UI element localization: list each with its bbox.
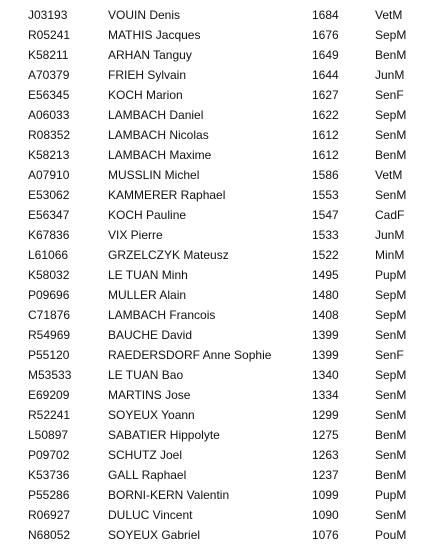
player-id: R06927	[28, 508, 71, 522]
player-name: ARHAN Tanguy	[108, 48, 192, 62]
player-rating: 1586	[312, 168, 339, 182]
player-name: VIX Pierre	[108, 228, 163, 242]
player-rating: 1275	[312, 428, 339, 442]
player-id: R05241	[28, 28, 71, 42]
player-rating: 1340	[312, 368, 339, 382]
player-rating: 1408	[312, 308, 339, 322]
player-rating: 1495	[312, 268, 339, 282]
player-name: LAMBACH Maxime	[108, 148, 212, 162]
player-category: SenM	[375, 508, 407, 522]
player-id: K58032	[28, 268, 70, 282]
player-name: GALL Raphael	[108, 468, 187, 482]
player-row	[0, 365, 433, 385]
player-name: BAUCHE David	[108, 328, 193, 342]
player-row	[0, 345, 433, 365]
player-rating: 1334	[312, 388, 339, 402]
player-name: BORNI-KERN Valentin	[108, 488, 230, 502]
player-id: K58211	[28, 48, 69, 62]
player-id: L50897	[28, 428, 69, 442]
player-row	[0, 405, 433, 425]
player-id: L61066	[28, 248, 69, 262]
player-row	[0, 145, 433, 165]
player-row	[0, 45, 433, 65]
player-rating: 1522	[312, 248, 339, 262]
player-category: BenM	[375, 428, 407, 442]
player-row	[0, 265, 433, 285]
player-category: MinM	[375, 248, 405, 262]
player-row	[0, 505, 433, 525]
player-row	[0, 465, 433, 485]
player-row	[0, 445, 433, 465]
player-id: N68052	[28, 528, 71, 542]
player-row	[0, 185, 433, 205]
player-row	[0, 325, 433, 345]
player-row	[0, 165, 433, 185]
player-id: P55120	[28, 348, 70, 362]
player-category: SenM	[375, 188, 407, 202]
player-id: P09696	[28, 288, 70, 302]
player-id: K53736	[28, 468, 70, 482]
player-category: SepM	[375, 368, 407, 382]
player-name: DULUC Vincent	[108, 508, 193, 522]
player-id: A06033	[28, 108, 70, 122]
player-id: C71876	[28, 308, 71, 322]
player-name: KAMMERER Raphael	[108, 188, 226, 202]
player-id: K67836	[28, 228, 70, 242]
player-row	[0, 305, 433, 325]
player-id: J03193	[28, 8, 68, 22]
player-id: P09702	[28, 448, 70, 462]
player-id: P55286	[28, 488, 70, 502]
player-id: R54969	[28, 328, 71, 342]
player-rating: 1480	[312, 288, 339, 302]
player-row	[0, 5, 433, 25]
player-name: KOCH Marion	[108, 88, 183, 102]
player-row	[0, 225, 433, 245]
player-row	[0, 485, 433, 505]
player-category: SenM	[375, 408, 407, 422]
player-id: A07910	[28, 168, 70, 182]
player-row	[0, 245, 433, 265]
player-rating: 1299	[312, 408, 339, 422]
player-category: SepM	[375, 28, 407, 42]
player-id: E53062	[28, 188, 70, 202]
player-rating: 1547	[312, 208, 339, 222]
player-category: CadF	[375, 208, 405, 222]
player-list	[0, 5, 433, 545]
player-category: BenM	[375, 148, 407, 162]
player-rating: 1399	[312, 348, 339, 362]
player-row	[0, 85, 433, 105]
player-rating: 1263	[312, 448, 339, 462]
player-row	[0, 205, 433, 225]
player-rating: 1399	[312, 328, 339, 342]
player-category: PouM	[375, 528, 407, 542]
player-name: SOYEUX Gabriel	[108, 528, 201, 542]
player-rating: 1533	[312, 228, 339, 242]
player-rating: 1090	[312, 508, 339, 522]
player-category: BenM	[375, 48, 407, 62]
player-name: LAMBACH Francois	[108, 308, 216, 322]
player-name: LAMBACH Daniel	[108, 108, 204, 122]
player-id: R52241	[28, 408, 71, 422]
player-name: LE TUAN Minh	[108, 268, 188, 282]
player-row	[0, 285, 433, 305]
player-row	[0, 25, 433, 45]
player-name: GRZELCZYK Mateusz	[108, 248, 229, 262]
player-name: SOYEUX Yoann	[108, 408, 195, 422]
player-rating: 1622	[312, 108, 339, 122]
player-rating: 1684	[312, 8, 339, 22]
player-category: JunM	[375, 68, 405, 82]
player-name: FRIEH Sylvain	[108, 68, 187, 82]
player-name: MATHIS Jacques	[108, 28, 201, 42]
player-rating: 1612	[312, 128, 339, 142]
player-name: RAEDERSDORF Anne Sophie	[108, 348, 272, 362]
player-rating: 1099	[312, 488, 339, 502]
player-category: SenF	[375, 348, 404, 362]
player-rating: 1612	[312, 148, 339, 162]
player-name: LE TUAN Bao	[108, 368, 184, 382]
player-category: SenM	[375, 328, 407, 342]
player-category: SenM	[375, 448, 407, 462]
player-id: M53533	[28, 368, 72, 382]
player-category: JunM	[375, 228, 405, 242]
player-rating: 1676	[312, 28, 339, 42]
player-id: E56347	[28, 208, 70, 222]
player-category: SepM	[375, 308, 407, 322]
player-name: MULLER Alain	[108, 288, 187, 302]
player-rating: 1649	[312, 48, 339, 62]
player-category: BenM	[375, 468, 407, 482]
player-name: VOUIN Denis	[108, 8, 181, 22]
player-name: MARTINS Jose	[108, 388, 191, 402]
player-category: SenM	[375, 388, 407, 402]
player-id: E56345	[28, 88, 70, 102]
player-category: VetM	[375, 8, 403, 22]
player-rating: 1076	[312, 528, 339, 542]
player-row	[0, 105, 433, 125]
player-category: SenF	[375, 88, 404, 102]
player-id: E69209	[28, 388, 70, 402]
player-name: MUSSLIN Michel	[108, 168, 200, 182]
player-row	[0, 385, 433, 405]
player-row	[0, 125, 433, 145]
player-id: A70379	[28, 68, 70, 82]
player-category: SepM	[375, 288, 407, 302]
player-category: PupM	[375, 488, 407, 502]
player-row	[0, 525, 433, 545]
player-rating: 1237	[312, 468, 339, 482]
player-category: PupM	[375, 268, 407, 282]
player-name: SCHUTZ Joel	[108, 448, 183, 462]
player-category: SepM	[375, 108, 407, 122]
player-name: LAMBACH Nicolas	[108, 128, 209, 142]
player-row	[0, 425, 433, 445]
player-id: R08352	[28, 128, 71, 142]
player-rating: 1553	[312, 188, 339, 202]
player-category: SenM	[375, 128, 407, 142]
player-rating: 1627	[312, 88, 339, 102]
player-name: KOCH Pauline	[108, 208, 187, 222]
player-id: K58213	[28, 148, 70, 162]
player-row	[0, 65, 433, 85]
player-category: VetM	[375, 168, 403, 182]
player-name: SABATIER Hippolyte	[108, 428, 220, 442]
player-rating: 1644	[312, 68, 339, 82]
